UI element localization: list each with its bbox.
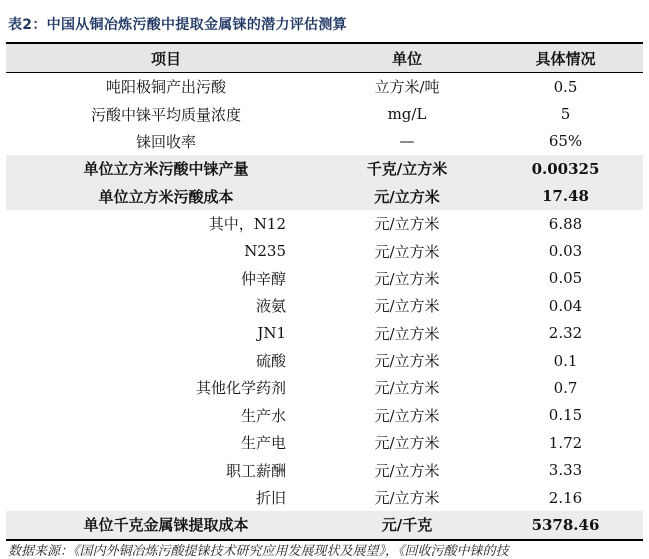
row-unit: 千克/立方米 — [366, 160, 448, 179]
table-row — [6, 183, 643, 210]
row-item: 仲辛醇 — [240, 269, 286, 288]
row-value: 0.1 — [553, 351, 578, 370]
row-value: 0.05 — [548, 269, 583, 288]
row-item: 吨阳极铜产出污酸 — [105, 78, 226, 97]
row-value: 2.32 — [548, 324, 583, 343]
row-item: 单位立方米污酸成本 — [98, 187, 234, 206]
row-value: 0.03 — [548, 242, 583, 261]
row-value: 0.00325 — [531, 159, 600, 178]
row-value: 1.72 — [548, 433, 583, 452]
row-unit: 元/立方米 — [374, 406, 440, 425]
table-row — [6, 292, 643, 319]
table-row — [6, 484, 643, 511]
row-unit: 元/立方米 — [374, 352, 440, 371]
table-row — [6, 347, 643, 374]
row-unit: 元/立方米 — [374, 461, 440, 480]
table-row — [6, 511, 643, 540]
row-item: 其他化学药剂 — [195, 379, 286, 398]
row-item: 折旧 — [255, 489, 286, 508]
row-value: 17.48 — [542, 187, 589, 206]
row-value: 3.33 — [548, 461, 583, 480]
row-value: 0.7 — [553, 378, 578, 397]
row-item: JN1 — [257, 324, 286, 343]
header-item: 项目 — [150, 49, 181, 68]
row-unit: mg/L — [387, 105, 427, 124]
row-item: 职工薪酬 — [225, 461, 286, 480]
row-unit: 元/立方米 — [374, 297, 440, 316]
row-unit: 元/立方米 — [374, 187, 440, 206]
row-item: 单位千克金属铼提取成本 — [83, 516, 249, 535]
table-row — [6, 155, 643, 182]
table-row — [6, 320, 643, 347]
row-value: 65% — [548, 132, 583, 151]
row-item: 生产电 — [240, 434, 286, 453]
row-unit: 元/千克 — [381, 516, 433, 535]
row-value: 0.15 — [548, 406, 583, 425]
row-unit: 元/立方米 — [374, 434, 440, 453]
row-item: 污酸中铼平均质量浓度 — [90, 105, 241, 124]
row-unit: — — [399, 132, 415, 151]
row-value: 5378.46 — [531, 515, 600, 534]
row-item: 单位立方米污酸中铼产量 — [83, 160, 249, 179]
row-item: 硫酸 — [255, 352, 286, 371]
table-caption: 表2：中国从铜冶炼污酸中提取金属铼的潜力评估测算 — [8, 17, 347, 33]
row-item: 液氨 — [255, 297, 286, 316]
table-row — [6, 456, 643, 483]
row-unit: 元/立方米 — [374, 242, 440, 261]
table-row — [6, 237, 643, 264]
table-body — [6, 73, 643, 541]
header-value: 具体情况 — [535, 49, 596, 68]
row-value: 5 — [560, 105, 571, 124]
table-row — [6, 429, 643, 456]
row-item: 生产水 — [240, 406, 286, 425]
table-row — [6, 265, 643, 292]
table-header-row — [6, 44, 643, 73]
row-item: 铼回收率 — [135, 132, 196, 151]
row-value: 6.88 — [548, 214, 583, 233]
row-unit: 元/立方米 — [374, 269, 440, 288]
row-unit: 立方米/吨 — [374, 78, 440, 97]
row-item: N235 — [244, 242, 286, 261]
row-value: 0.04 — [548, 296, 583, 315]
row-value: 0.5 — [553, 77, 578, 96]
header-unit: 单位 — [391, 49, 422, 68]
table-row — [6, 73, 643, 100]
table-row — [6, 374, 643, 401]
table-row — [6, 210, 643, 237]
table-row — [6, 128, 643, 155]
row-unit: 元/立方米 — [374, 489, 440, 508]
row-unit: 元/立方米 — [374, 215, 440, 234]
row-item: 其中，N12 — [208, 215, 286, 234]
row-value: 2.16 — [548, 488, 583, 507]
row-unit: 元/立方米 — [374, 324, 440, 343]
table-row — [6, 402, 643, 429]
source-note: 数据来源：《国内外铜冶炼污酸提铼技术研究应用发展现状及展望》，《回收污酸中铼的技 — [8, 544, 509, 559]
table-row — [6, 100, 643, 127]
row-unit: 元/立方米 — [374, 379, 440, 398]
potential-assessment-table — [6, 42, 643, 541]
